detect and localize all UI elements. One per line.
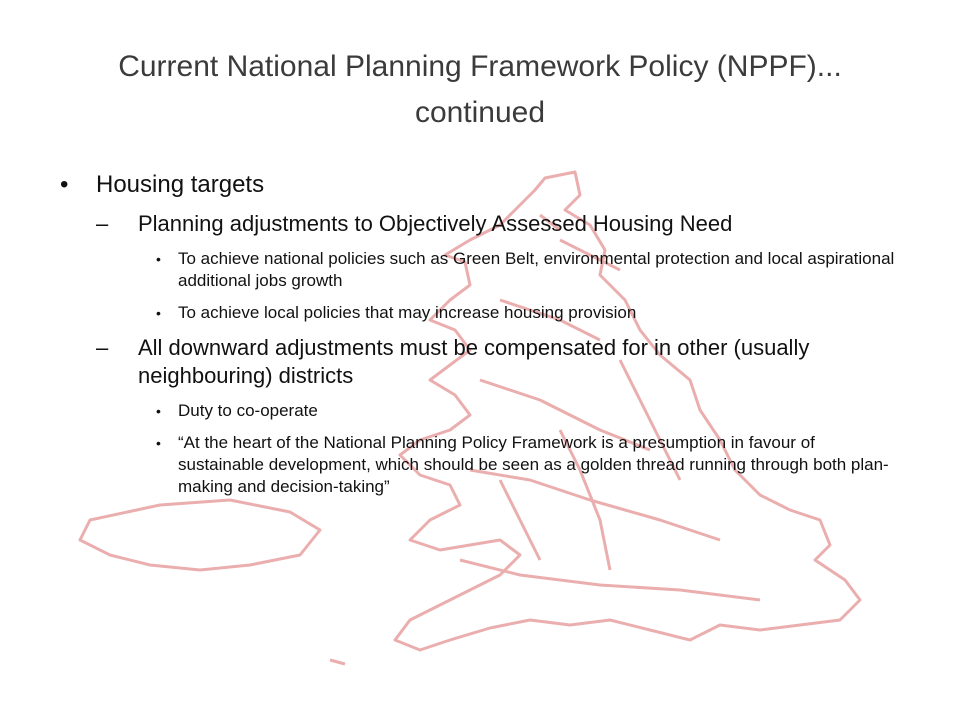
bullet-item xyxy=(60,170,900,200)
dash-marker: – xyxy=(96,335,109,360)
sub-sub-bullet-item xyxy=(156,248,900,292)
sub-bullet-text: Planning adjustments to Objectively Assessed Housing Need xyxy=(138,211,733,236)
sub-sub-bullet-text: To achieve local policies that may increase housing provision xyxy=(178,303,637,322)
sub-bullet-item xyxy=(96,210,900,238)
bullet-marker: • xyxy=(156,435,161,451)
slide-title: Current National Planning Framework Policy (NPPF)... continued xyxy=(118,50,842,129)
sub-sub-bullet-text: Duty to co-operate xyxy=(178,401,318,420)
bullet-marker: • xyxy=(156,403,161,419)
sub-bullet-item xyxy=(96,334,900,390)
sub-sub-bullet-item xyxy=(156,302,900,324)
bullet-marker: • xyxy=(60,171,69,198)
bullet-marker: • xyxy=(156,305,161,321)
dash-marker: – xyxy=(96,211,109,236)
bullet-text: Housing targets xyxy=(96,171,265,198)
sub-sub-bullet-text: “At the heart of the National Planning Policy Framework is a presumption in favour of sustainable development, which should be seen as a golden thread running through both plan-making and decision-taking” xyxy=(178,433,889,496)
sub-bullet-text: All downward adjustments must be compensated for in other (usually neighbouring) districts xyxy=(138,335,810,388)
sub-sub-bullet-item xyxy=(156,432,900,498)
bullet-marker: • xyxy=(156,251,161,267)
sub-sub-bullet-item xyxy=(156,400,900,422)
bullet-list xyxy=(60,170,900,508)
sub-sub-bullet-text: To achieve national policies such as Green Belt, environmental protection and local aspirational additional jobs growth xyxy=(178,249,895,290)
